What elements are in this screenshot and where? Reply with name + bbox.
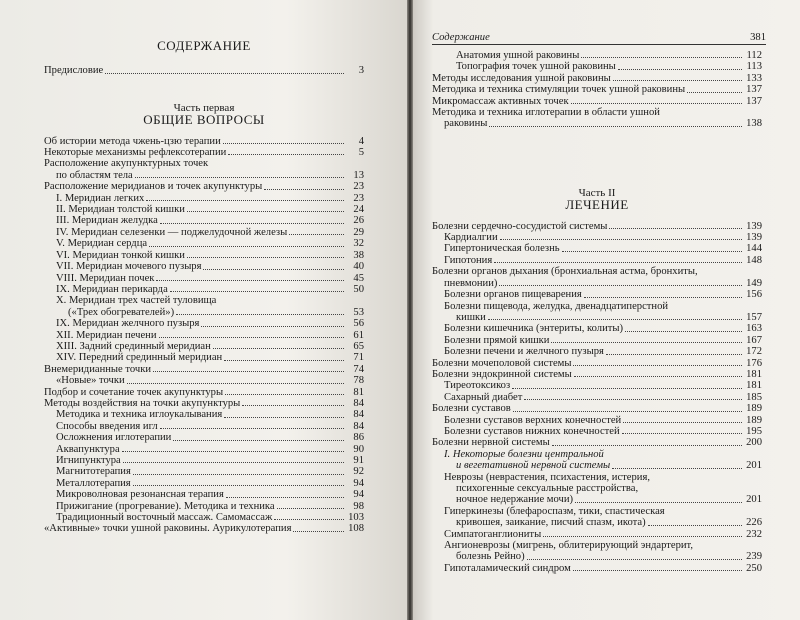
toc-entry-text: Гипотония	[444, 254, 493, 266]
toc-page-number: 181	[746, 368, 762, 380]
part-title: ОБЩИЕ ВОПРОСЫ	[143, 112, 265, 128]
toc-entry-text: Симпатоганглиониты	[444, 528, 542, 540]
toc-entry-text: IV. Меридиан селезенки — поджелудочной железы	[56, 226, 288, 238]
book-gutter	[407, 0, 413, 620]
toc-entry	[44, 295, 364, 318]
toc-entry	[432, 50, 762, 61]
leader-dots	[293, 531, 344, 532]
left-entries-list	[44, 136, 364, 535]
toc-entry-text: Подбор и сочетание точек акупунктуры	[44, 386, 224, 398]
toc-entry-text: кишки	[456, 311, 486, 323]
toc-page-number: 84	[353, 397, 364, 409]
toc-entry-text: XIII. Задний срединный меридиан	[56, 340, 211, 352]
toc-page-number: 71	[353, 352, 364, 364]
toc-entry-text: Гиперкинезы (блефароспазм, тики, спастическая	[444, 505, 665, 517]
toc-page-number: 94	[353, 477, 364, 489]
toc-entry-text: Методы исследования ушной раковины	[432, 72, 611, 84]
part-one-heading	[44, 103, 364, 126]
toc-entry-text: II. Меридиан толстой кишки	[56, 204, 185, 216]
toc-entry	[432, 289, 762, 300]
leader-dots	[489, 126, 742, 127]
toc-entry	[432, 232, 762, 243]
toc-page-number: 200	[746, 437, 762, 449]
leader-dots	[156, 280, 344, 281]
toc-page-number: 65	[353, 340, 364, 352]
part-title: ЛЕЧЕНИЕ	[565, 197, 629, 213]
toc-page-number: 24	[353, 204, 364, 216]
toc-entry	[432, 96, 762, 107]
toc-page-number: 181	[746, 380, 762, 392]
toc-entry	[44, 147, 364, 158]
leader-dots	[127, 383, 344, 384]
leader-dots	[135, 177, 344, 178]
toc-entry	[432, 301, 762, 324]
toc-entry-text: ночное недержание мочи)	[456, 494, 574, 506]
toc-page-number: 86	[353, 432, 364, 444]
toc-entry	[44, 455, 364, 466]
toc-page-number: 81	[353, 386, 364, 398]
right-entries-list	[432, 221, 762, 575]
leader-dots	[543, 536, 742, 537]
leader-dots	[500, 239, 742, 240]
toc-entry	[432, 335, 762, 346]
toc-entry-text: I. Меридиан легких	[56, 192, 145, 204]
toc-entry-text: Гипоталамический синдром	[444, 562, 571, 574]
leader-dots	[562, 251, 742, 252]
toc-entry	[44, 341, 364, 352]
toc-page-number: 226	[746, 517, 762, 529]
part-two-heading	[432, 188, 762, 211]
leader-dots	[228, 154, 344, 155]
toc-page-number: 163	[746, 323, 762, 335]
toc-title: СОДЕРЖАНИЕ	[157, 38, 251, 53]
toc-page-number: 5	[358, 147, 364, 159]
toc-entry	[44, 352, 364, 363]
toc-entry-text: Методика и техника иглотерапии в области ушной	[432, 107, 660, 119]
toc-entry	[44, 409, 364, 420]
leader-dots	[203, 269, 344, 270]
left-toc	[44, 40, 364, 535]
toc-entry	[44, 375, 364, 386]
leader-dots	[609, 228, 742, 229]
leader-dots	[499, 285, 742, 286]
toc-page-number: 156	[746, 289, 762, 301]
toc-page-number: 61	[353, 329, 364, 341]
leader-dots	[224, 360, 344, 361]
toc-entry-text: Предисловие	[44, 65, 104, 77]
leader-dots	[224, 417, 344, 418]
toc-entry	[44, 501, 364, 512]
toc-entry-text: Некоторые механизмы рефлексотерапии	[44, 147, 227, 159]
toc-entry-text: XIV. Передний срединный меридиан	[56, 352, 223, 364]
toc-page-number: 29	[353, 226, 364, 238]
leader-dots	[133, 474, 344, 475]
leader-dots	[187, 257, 344, 258]
toc-page-number: 133	[746, 72, 762, 84]
toc-page-number: 53	[353, 306, 364, 318]
toc-page-number: 91	[353, 455, 364, 466]
toc-entry-text: Болезни суставов верхних конечностей	[444, 414, 622, 426]
toc-entry	[44, 284, 364, 295]
toc-entry	[432, 346, 762, 357]
toc-entry	[44, 181, 364, 192]
toc-entry-text: Болезни пищевода, желудка, двенадцатиперстной	[444, 300, 669, 312]
toc-entry	[432, 84, 762, 95]
leader-dots	[584, 297, 742, 298]
toc-entry	[44, 387, 364, 398]
toc-page-number: 23	[353, 181, 364, 193]
toc-entry-text: кривошея, заикание, писчий спазм, икота)	[456, 517, 646, 529]
toc-page-number: 139	[746, 232, 762, 244]
toc-entry	[432, 449, 762, 472]
toc-entry-text: Кардиалгии	[444, 232, 498, 244]
leader-dots	[625, 331, 742, 332]
leader-dots	[581, 57, 742, 58]
leader-dots	[573, 570, 742, 571]
toc-page-number: 45	[353, 272, 364, 284]
toc-entry-text: Болезни органов дыхания (бронхиальная астма, бронхиты,	[432, 266, 698, 278]
toc-entry-text: I. Некоторые болезни центральной	[444, 448, 604, 460]
toc-page-number: 103	[348, 512, 364, 524]
toc-entry-text: Болезни прямой кишки	[444, 334, 550, 346]
toc-entry	[432, 380, 762, 391]
toc-page-number: 201	[746, 494, 762, 506]
toc-page-number: 13	[353, 169, 364, 181]
toc-page-number: 113	[746, 61, 762, 73]
toc-entry-text: Методика и техника стимуляции точек ушной раковины	[432, 84, 686, 96]
toc-page-number: 74	[353, 363, 364, 375]
toc-entry	[432, 392, 762, 403]
toc-entry	[432, 358, 762, 369]
leader-dots	[105, 73, 344, 74]
leader-dots	[173, 440, 344, 441]
toc-entry-text: Гипертоническая болезнь	[444, 243, 560, 255]
leader-dots	[170, 291, 344, 292]
toc-page-number: 3	[358, 65, 364, 77]
toc-entry	[44, 273, 364, 284]
toc-page-number: 232	[746, 528, 762, 540]
leader-dots	[488, 319, 742, 320]
toc-page-number: 144	[746, 243, 762, 255]
toc-page-number: 50	[353, 283, 364, 295]
toc-entry	[432, 221, 762, 232]
toc-entry	[432, 426, 762, 437]
toc-entry-text: IX. Меридиан желчного пузыря	[56, 318, 200, 330]
toc-entry	[44, 261, 364, 272]
toc-entry	[44, 523, 364, 534]
toc-entry-text: пневмонии)	[444, 277, 498, 289]
toc-entry-text: Ангионеврозы (мигрень, облитерирующий эндартерит,	[444, 540, 694, 552]
leader-dots	[574, 376, 742, 377]
toc-page-number: 108	[348, 523, 364, 535]
toc-entry	[432, 255, 762, 266]
leader-dots	[622, 433, 742, 434]
toc-entry	[44, 330, 364, 341]
toc-entry-text: Внемеридианные точки	[44, 363, 152, 375]
toc-entry	[44, 238, 364, 249]
toc-entry	[432, 369, 762, 380]
toc-entry-text: Методы воздействия на точки акупунктуры	[44, 397, 241, 409]
toc-entry	[432, 266, 762, 289]
toc-entry-text: Болезни нервной системы	[432, 437, 550, 449]
toc-page-number: 90	[353, 443, 364, 455]
toc-entry-text: VI. Меридиан тонкой кишки	[56, 249, 185, 261]
toc-entry	[44, 466, 364, 477]
toc-page-number: 56	[353, 318, 364, 330]
toc-entry-text: Традиционный восточный массаж. Самомассаж	[56, 512, 273, 524]
toc-page-number: 84	[353, 409, 364, 421]
leader-dots	[571, 103, 742, 104]
toc-page-number: 78	[353, 375, 364, 387]
leader-dots	[225, 394, 344, 395]
toc-entry-text: Болезни сердечно-сосудистой системы	[432, 220, 608, 232]
leader-dots	[575, 502, 742, 503]
toc-entry-text: Анатомия ушной раковины	[456, 50, 580, 61]
toc-entry-text: X. Меридиан трех частей туловища	[56, 295, 217, 307]
toc-page-number: 185	[746, 391, 762, 403]
toc-entry	[432, 243, 762, 254]
running-head-title: Содержание	[432, 32, 490, 43]
toc-entry	[432, 323, 762, 334]
toc-page-number: 189	[746, 403, 762, 415]
toc-entry	[432, 61, 762, 72]
toc-page-number: 250	[746, 562, 762, 574]
toc-entry-text: V. Меридиан сердца	[56, 238, 148, 250]
toc-entry-text: Магнитотерапия	[56, 466, 131, 478]
toc-page-number: 172	[746, 346, 762, 358]
toc-entry-text: Болезни суставов	[432, 403, 511, 415]
toc-entry	[44, 478, 364, 489]
toc-entry-text: Микромассаж активных точек	[432, 95, 569, 107]
toc-entry	[432, 73, 762, 84]
leader-dots	[612, 468, 742, 469]
leader-dots	[160, 428, 344, 429]
leader-dots	[527, 559, 742, 560]
toc-entry-text: Микроволновая резонансная терапия	[56, 489, 224, 501]
toc-page-number: 167	[746, 334, 762, 346]
page-number: 381	[750, 32, 766, 43]
leader-dots	[613, 80, 742, 81]
toc-entry-text: психогенные сексуальные расстройства,	[456, 483, 639, 494]
toc-entry-text: Неврозы (неврастения, психастения, истерия,	[444, 471, 650, 483]
toc-page-number: 195	[746, 425, 762, 437]
leader-dots	[187, 211, 344, 212]
right-page	[410, 0, 800, 620]
leader-dots	[176, 314, 344, 315]
toc-page-number: 176	[746, 357, 762, 369]
toc-page-number: 32	[353, 238, 364, 250]
leader-dots	[494, 262, 742, 263]
toc-page-number: 148	[746, 254, 762, 266]
toc-page-number: 92	[353, 466, 364, 478]
leader-dots	[551, 342, 742, 343]
toc-page-number: 157	[746, 311, 762, 323]
leader-dots	[687, 92, 742, 93]
leader-dots	[223, 143, 344, 144]
leader-dots	[524, 399, 742, 400]
leader-dots	[213, 348, 344, 349]
toc-entry	[432, 403, 762, 414]
toc-page-number: 239	[746, 551, 762, 563]
toc-entry-text: Болезни печени и желчного пузыря	[444, 346, 604, 358]
toc-entry	[44, 227, 364, 238]
leader-dots	[201, 326, 344, 327]
toc-page-number: 23	[353, 192, 364, 204]
leader-dots	[242, 405, 344, 406]
toc-page-number: 112	[746, 50, 762, 61]
toc-page-number: 4	[358, 135, 364, 147]
leader-dots	[123, 462, 344, 463]
leader-dots	[159, 337, 344, 338]
toc-entry-text: Болезни мочеполовой системы	[432, 357, 572, 369]
leader-dots	[264, 189, 344, 190]
leader-dots	[149, 246, 344, 247]
toc-entry	[432, 415, 762, 426]
toc-entry	[44, 512, 364, 523]
toc-entry	[432, 472, 762, 506]
toc-entry-text: Расположение меридианов и точек акупунктуры	[44, 181, 263, 193]
leader-dots	[552, 445, 742, 446]
toc-entry-text: Игнипунктура	[56, 455, 121, 466]
toc-entry-text: раковины	[444, 118, 488, 130]
leader-dots	[618, 69, 742, 70]
toc-entry-text: Болезни суставов нижних конечностей	[444, 425, 620, 437]
toc-entry-text: Тиреотоксикоз	[444, 380, 511, 392]
toc-entry	[44, 432, 364, 443]
toc-entry-text: болезнь Рейно)	[456, 551, 525, 563]
toc-entry-text: IX. Меридиан перикарда	[56, 283, 168, 295]
leader-dots	[160, 223, 344, 224]
toc-entry-text: Прижигание (прогревание). Методика и техника	[56, 500, 275, 512]
toc-entry-text: Сахарный диабет	[444, 391, 523, 403]
toc-entry	[44, 444, 364, 455]
toc-page-number: 40	[353, 261, 364, 273]
toc-entry-text: Способы введения игл	[56, 420, 158, 432]
toc-page-number: 201	[746, 460, 762, 472]
toc-entry-text: по областям тела	[56, 169, 133, 181]
running-head	[432, 32, 766, 45]
leader-dots	[146, 200, 344, 201]
toc-page-number: 98	[353, 500, 364, 512]
toc-entry	[44, 364, 364, 375]
toc-entry	[44, 204, 364, 215]
leader-dots	[606, 354, 742, 355]
leader-dots	[274, 519, 344, 520]
toc-entry	[44, 158, 364, 181]
toc-page-number: 84	[353, 420, 364, 432]
toc-entry	[44, 398, 364, 409]
toc-page-number: 138	[746, 118, 762, 130]
toc-entry	[432, 529, 762, 540]
leader-dots	[289, 234, 344, 235]
toc-entry-text: Осложнения иглотерапии	[56, 432, 172, 444]
toc-page-number: 94	[353, 489, 364, 501]
toc-entry-text: Об истории метода чжень-цзю терапии	[44, 135, 221, 147]
toc-entry-text: VII. Меридиан мочевого пузыря	[56, 261, 202, 273]
toc-entry	[44, 193, 364, 204]
toc-entry	[44, 136, 364, 147]
toc-entry-text: Болезни органов пищеварения	[444, 289, 582, 301]
leader-dots	[648, 525, 742, 526]
part-label: Часть первая	[173, 101, 235, 114]
toc-page-number: 139	[746, 220, 762, 232]
toc-page-number: 149	[746, 277, 762, 289]
toc-entry	[44, 318, 364, 329]
toc-page-number: 38	[353, 249, 364, 261]
toc-entry	[432, 107, 762, 130]
toc-entry	[432, 540, 762, 563]
leader-dots	[512, 388, 742, 389]
toc-entry-preface	[44, 65, 364, 76]
leader-dots	[122, 451, 344, 452]
toc-entry-text: («Трех обогревателей»)	[68, 306, 175, 318]
toc-entry-text: Расположение акупунктурных точек	[44, 158, 209, 170]
right-toc	[432, 50, 762, 574]
leader-dots	[277, 508, 344, 509]
toc-entry-text: «Новые» точки	[56, 375, 125, 387]
toc-entry	[432, 437, 762, 448]
right-entries-top-list	[432, 50, 762, 130]
toc-entry	[432, 563, 762, 574]
toc-entry	[44, 250, 364, 261]
toc-page-number: 137	[746, 95, 762, 107]
toc-entry-text: Топография точек ушной раковины	[456, 61, 616, 73]
leader-dots	[623, 422, 742, 423]
toc-entry-text: и вегетативной нервной системы	[456, 460, 611, 472]
toc-entry-text: III. Меридиан желудка	[56, 215, 158, 227]
leader-dots	[153, 371, 344, 372]
toc-entry-text: Болезни эндокринной системы	[432, 368, 572, 380]
toc-entry-text: VIII. Меридиан почек	[56, 272, 155, 284]
toc-entry	[432, 506, 762, 529]
toc-page-number: 137	[746, 84, 762, 96]
part-label: Часть II	[578, 186, 616, 199]
leader-dots	[133, 485, 344, 486]
leader-dots	[226, 497, 344, 498]
toc-entry-text: Металлотерапия	[56, 477, 131, 489]
toc-entry-text: «Активные» точки ушной раковины. Аурикулотерапия	[44, 523, 292, 535]
toc-entry-text: Аквапунктура	[56, 443, 120, 455]
toc-entry-text: Методика и техника иглоукалывания	[56, 409, 223, 421]
toc-page-number: 26	[353, 215, 364, 227]
toc-page-number: 189	[746, 414, 762, 426]
toc-entry-text: Болезни кишечника (энтериты, колиты)	[444, 323, 624, 335]
leader-dots	[573, 365, 742, 366]
toc-entry	[44, 421, 364, 432]
toc-entry	[44, 215, 364, 226]
toc-entry-text: XII. Меридиан печени	[56, 329, 157, 341]
toc-entry	[44, 489, 364, 500]
leader-dots	[513, 411, 742, 412]
